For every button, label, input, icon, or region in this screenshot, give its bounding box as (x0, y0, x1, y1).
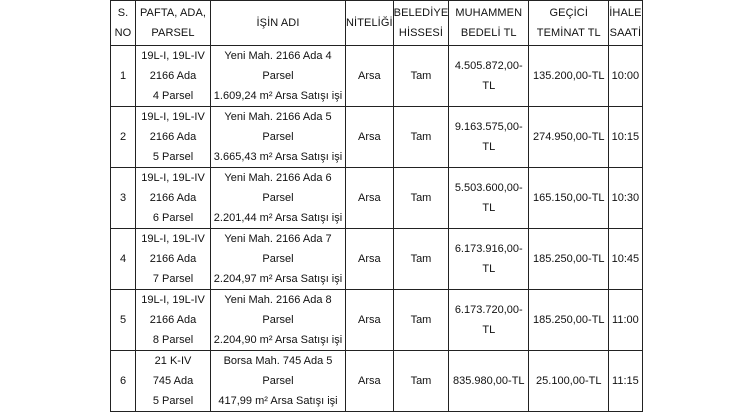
cell-saat: 10:00 (609, 46, 642, 107)
cell-no: 2 (111, 107, 136, 168)
cell-no: 6 (111, 351, 136, 412)
cell-bedel: 6.173.916,00-TL (449, 229, 529, 290)
col-header-bedel: MUHAMMEN BEDELİ TL (449, 1, 529, 46)
cell-hisse: Tam (393, 290, 449, 351)
cell-pafta: 21 K-IV 745 Ada 5 Parsel (136, 351, 211, 412)
col-header-no: S. NO (111, 1, 136, 46)
cell-nitelik: Arsa (346, 229, 394, 290)
col-header-is: İŞİN ADI (211, 1, 346, 46)
cell-teminat: 185.250,00-TL (529, 229, 609, 290)
cell-saat: 10:45 (609, 229, 642, 290)
cell-pafta: 19L-I, 19L-IV 2166 Ada 5 Parsel (136, 107, 211, 168)
cell-pafta: 19L-I, 19L-IV 2166 Ada 6 Parsel (136, 168, 211, 229)
cell-teminat: 135.200,00-TL (529, 46, 609, 107)
col-header-saat: İHALE SAATİ (609, 1, 642, 46)
col-header-teminat: GEÇİCİ TEMİNAT TL (529, 1, 609, 46)
cell-nitelik: Arsa (346, 46, 394, 107)
cell-is: Yeni Mah. 2166 Ada 7 Parsel 2.204,97 m² Arsa Satışı işi (211, 229, 346, 290)
table-row (111, 351, 643, 412)
cell-pafta: 19L-I, 19L-IV 2166 Ada 4 Parsel (136, 46, 211, 107)
cell-hisse: Tam (393, 351, 449, 412)
cell-no: 4 (111, 229, 136, 290)
cell-is: Yeni Mah. 2166 Ada 5 Parsel 3.665,43 m² Arsa Satışı işi (211, 107, 346, 168)
col-header-hisse: BELEDİYE HİSSESİ (393, 1, 449, 46)
cell-saat: 11:00 (609, 290, 642, 351)
table-row (111, 168, 643, 229)
cell-no: 3 (111, 168, 136, 229)
cell-nitelik: Arsa (346, 107, 394, 168)
cell-nitelik: Arsa (346, 351, 394, 412)
cell-bedel: 5.503.600,00-TL (449, 168, 529, 229)
cell-is: Yeni Mah. 2166 Ada 4 Parsel 1.609,24 m² Arsa Satışı işi (211, 46, 346, 107)
cell-teminat: 165.150,00-TL (529, 168, 609, 229)
header-row (111, 1, 643, 46)
cell-bedel: 9.163.575,00-TL (449, 107, 529, 168)
cell-teminat: 274.950,00-TL (529, 107, 609, 168)
col-header-nitelik: NİTELİĞİ (346, 1, 394, 46)
cell-pafta: 19L-I, 19L-IV 2166 Ada 7 Parsel (136, 229, 211, 290)
col-header-pafta: PAFTA, ADA, PARSEL (136, 1, 211, 46)
cell-is: Borsa Mah. 745 Ada 5 Parsel 417,99 m² Arsa Satışı işi (211, 351, 346, 412)
cell-saat: 10:30 (609, 168, 642, 229)
cell-is: Yeni Mah. 2166 Ada 8 Parsel 2.204,90 m² Arsa Satışı işi (211, 290, 346, 351)
cell-no: 5 (111, 290, 136, 351)
table-row (111, 46, 643, 107)
table-row (111, 229, 643, 290)
cell-saat: 11:15 (609, 351, 642, 412)
cell-pafta: 19L-I, 19L-IV 2166 Ada 8 Parsel (136, 290, 211, 351)
cell-hisse: Tam (393, 168, 449, 229)
cell-no: 1 (111, 46, 136, 107)
cell-teminat: 185.250,00-TL (529, 290, 609, 351)
cell-hisse: Tam (393, 107, 449, 168)
cell-bedel: 6.173.720,00-TL (449, 290, 529, 351)
cell-bedel: 4.505.872,00-TL (449, 46, 529, 107)
table-row (111, 107, 643, 168)
cell-is: Yeni Mah. 2166 Ada 6 Parsel 2.201,44 m² Arsa Satışı işi (211, 168, 346, 229)
cell-bedel: 835.980,00-TL (449, 351, 529, 412)
cell-teminat: 25.100,00-TL (529, 351, 609, 412)
cell-saat: 10:15 (609, 107, 642, 168)
table-row (111, 290, 643, 351)
cell-nitelik: Arsa (346, 168, 394, 229)
cell-hisse: Tam (393, 229, 449, 290)
cell-hisse: Tam (393, 46, 449, 107)
tender-table (110, 0, 643, 412)
cell-nitelik: Arsa (346, 290, 394, 351)
